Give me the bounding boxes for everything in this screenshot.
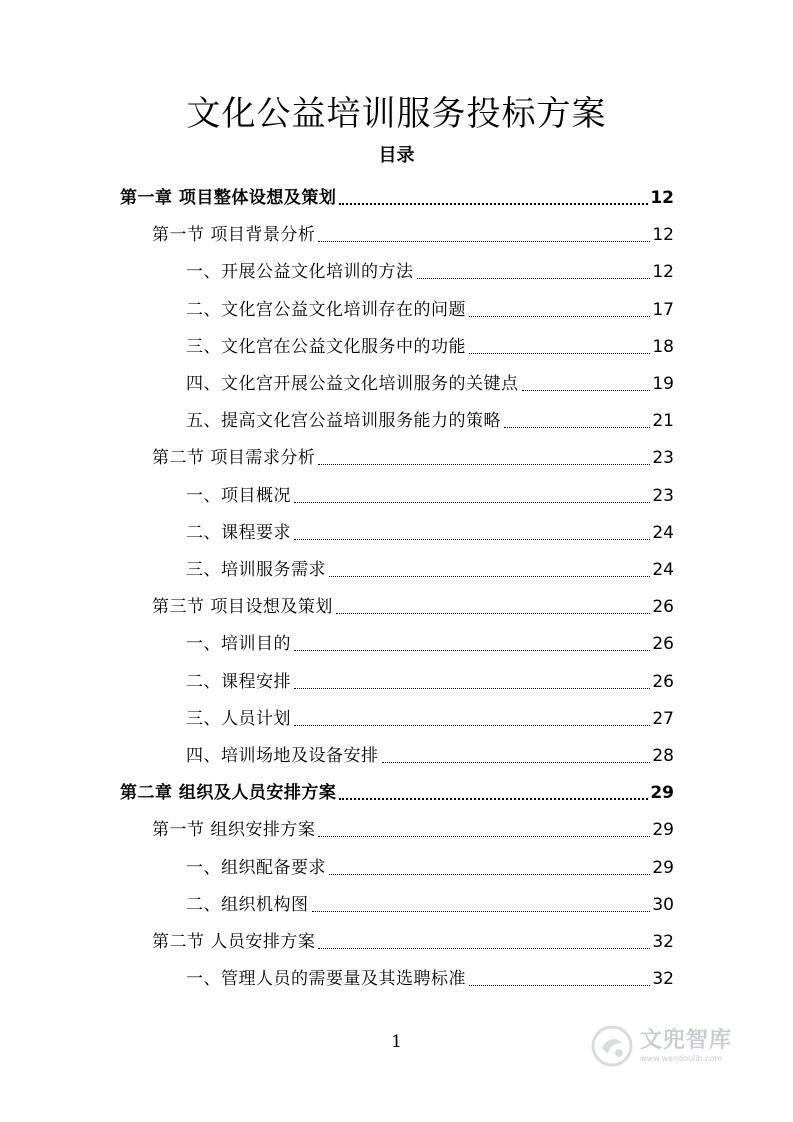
- toc-entry[interactable]: [152, 439, 674, 469]
- toc-entry-page: 32: [652, 969, 674, 990]
- toc-entry-title: 第一节 项目背景分析: [152, 225, 316, 246]
- toc-entry-title: 一、开展公益文化培训的方法: [186, 262, 414, 283]
- toc-entry[interactable]: [152, 216, 674, 246]
- toc-entry-page: 24: [652, 560, 674, 580]
- toc-entry-title: 四、培训场地及设备安排: [186, 746, 379, 766]
- toc-dot-leader: [336, 613, 650, 614]
- toc-entry-title: 第二节 项目需求分析: [152, 448, 316, 469]
- toc-dot-leader: [339, 798, 648, 800]
- toc-entry-title: 二、课程要求: [186, 522, 291, 543]
- toc-entry-page: 21: [652, 411, 674, 432]
- toc-entry-page: 24: [652, 522, 674, 543]
- toc-entry-title: 三、培训服务需求: [186, 560, 326, 580]
- toc-entry[interactable]: [186, 849, 674, 879]
- toc-entry[interactable]: [152, 811, 674, 841]
- toc-dot-leader: [417, 278, 651, 279]
- toc-dot-leader: [312, 911, 651, 912]
- toc-entry-page: 26: [652, 597, 674, 618]
- toc-entry[interactable]: [186, 663, 674, 693]
- toc-entry-page: 29: [652, 857, 674, 878]
- toc-dot-leader: [469, 316, 650, 317]
- page-number: 1: [391, 1032, 402, 1052]
- toc-dot-leader: [294, 650, 650, 651]
- toc-entry-page: 29: [652, 820, 674, 841]
- toc-entry-page: 12: [652, 225, 674, 246]
- toc-entry-page: 27: [652, 708, 674, 729]
- toc-entry[interactable]: [186, 551, 674, 581]
- toc-entry[interactable]: [186, 291, 674, 321]
- toc-entry[interactable]: [186, 737, 674, 767]
- toc-entry-page: 12: [652, 262, 674, 283]
- toc-entry-page: 18: [652, 336, 674, 357]
- watermark-brand: 文兜智库: [640, 1028, 733, 1053]
- toc-dot-leader: [294, 688, 650, 689]
- toc-entry-page: 23: [652, 485, 674, 506]
- toc-entry-title: 五、提高文化宫公益培训服务能力的策略: [186, 411, 501, 432]
- toc-entry[interactable]: [186, 700, 674, 730]
- toc-entry-title: 二、组织机构图: [186, 894, 309, 915]
- toc-dot-leader: [294, 502, 650, 503]
- toc-entry-page: 23: [652, 448, 674, 469]
- toc-entry-page: 12: [650, 188, 674, 208]
- toc-dot-leader: [294, 725, 650, 726]
- toc-entry-page: 26: [652, 671, 674, 692]
- toc-entry[interactable]: [186, 253, 674, 283]
- watermark-url: www.wendoulib.com: [640, 1054, 723, 1063]
- toc-dot-leader: [294, 539, 650, 540]
- toc-entry-title: 第二节 人员安排方案: [152, 932, 316, 952]
- toc-dot-leader: [329, 874, 650, 875]
- toc-entry[interactable]: [186, 365, 674, 395]
- toc-entry[interactable]: [152, 588, 674, 618]
- toc-entry-title: 第三节 项目设想及策划: [152, 597, 333, 618]
- toc-entry[interactable]: [120, 774, 674, 804]
- toc-entry-page: 30: [652, 894, 674, 915]
- toc-dot-leader: [504, 427, 650, 428]
- toc-dot-leader: [522, 390, 651, 391]
- document-title: 文化公益培训服务投标方案: [186, 94, 607, 134]
- toc-entry-title: 四、文化宫开展公益文化培训服务的关键点: [186, 374, 519, 394]
- toc-entry-title: 一、项目概况: [186, 485, 291, 506]
- toc-entry-page: 19: [652, 374, 674, 394]
- toc-entry-page: 32: [652, 932, 674, 952]
- toc-entry-page: 17: [652, 299, 674, 320]
- toc-entry-title: 第一节 组织安排方案: [152, 820, 316, 841]
- watermark: [590, 1022, 765, 1070]
- toc-entry-title: 三、人员计划: [186, 708, 291, 729]
- toc-dot-leader: [318, 836, 650, 837]
- toc-entry[interactable]: [186, 625, 674, 655]
- toc-entry-title: 一、培训目的: [186, 634, 291, 655]
- toc-entry[interactable]: [186, 328, 674, 358]
- wendou-logo-icon: [590, 1024, 634, 1068]
- toc-dot-leader: [469, 985, 650, 986]
- toc-entry-title: 一、管理人员的需要量及其选聘标准: [186, 969, 466, 990]
- toc-entry[interactable]: [186, 402, 674, 432]
- toc-entry-title: 二、文化宫公益文化培训存在的问题: [186, 299, 466, 320]
- toc-heading: 目录: [378, 145, 415, 166]
- toc-entry-title: 三、文化宫在公益文化服务中的功能: [186, 336, 466, 357]
- toc-entry[interactable]: [186, 514, 674, 544]
- toc-dot-leader: [382, 762, 651, 763]
- toc-dot-leader: [318, 241, 650, 242]
- toc-entry-title: 第一章 项目整体设想及策划: [120, 188, 337, 208]
- toc-entry[interactable]: [186, 886, 674, 916]
- toc-entry[interactable]: [186, 477, 674, 507]
- toc-entry[interactable]: [120, 179, 674, 209]
- toc-entry-title: 二、课程安排: [186, 671, 291, 692]
- toc-dot-leader: [318, 464, 650, 465]
- toc-entry-page: 29: [650, 783, 674, 804]
- toc-entry[interactable]: [186, 960, 674, 990]
- toc-entry-page: 28: [652, 746, 674, 766]
- toc-entry[interactable]: [152, 923, 674, 953]
- toc-dot-leader: [339, 203, 648, 205]
- toc-entry-title: 第二章 组织及人员安排方案: [120, 783, 337, 804]
- toc-entry-title: 一、组织配备要求: [186, 857, 326, 878]
- toc-dot-leader: [329, 576, 650, 577]
- toc-dot-leader: [469, 353, 650, 354]
- toc-entry-page: 26: [652, 634, 674, 655]
- toc-dot-leader: [318, 948, 650, 949]
